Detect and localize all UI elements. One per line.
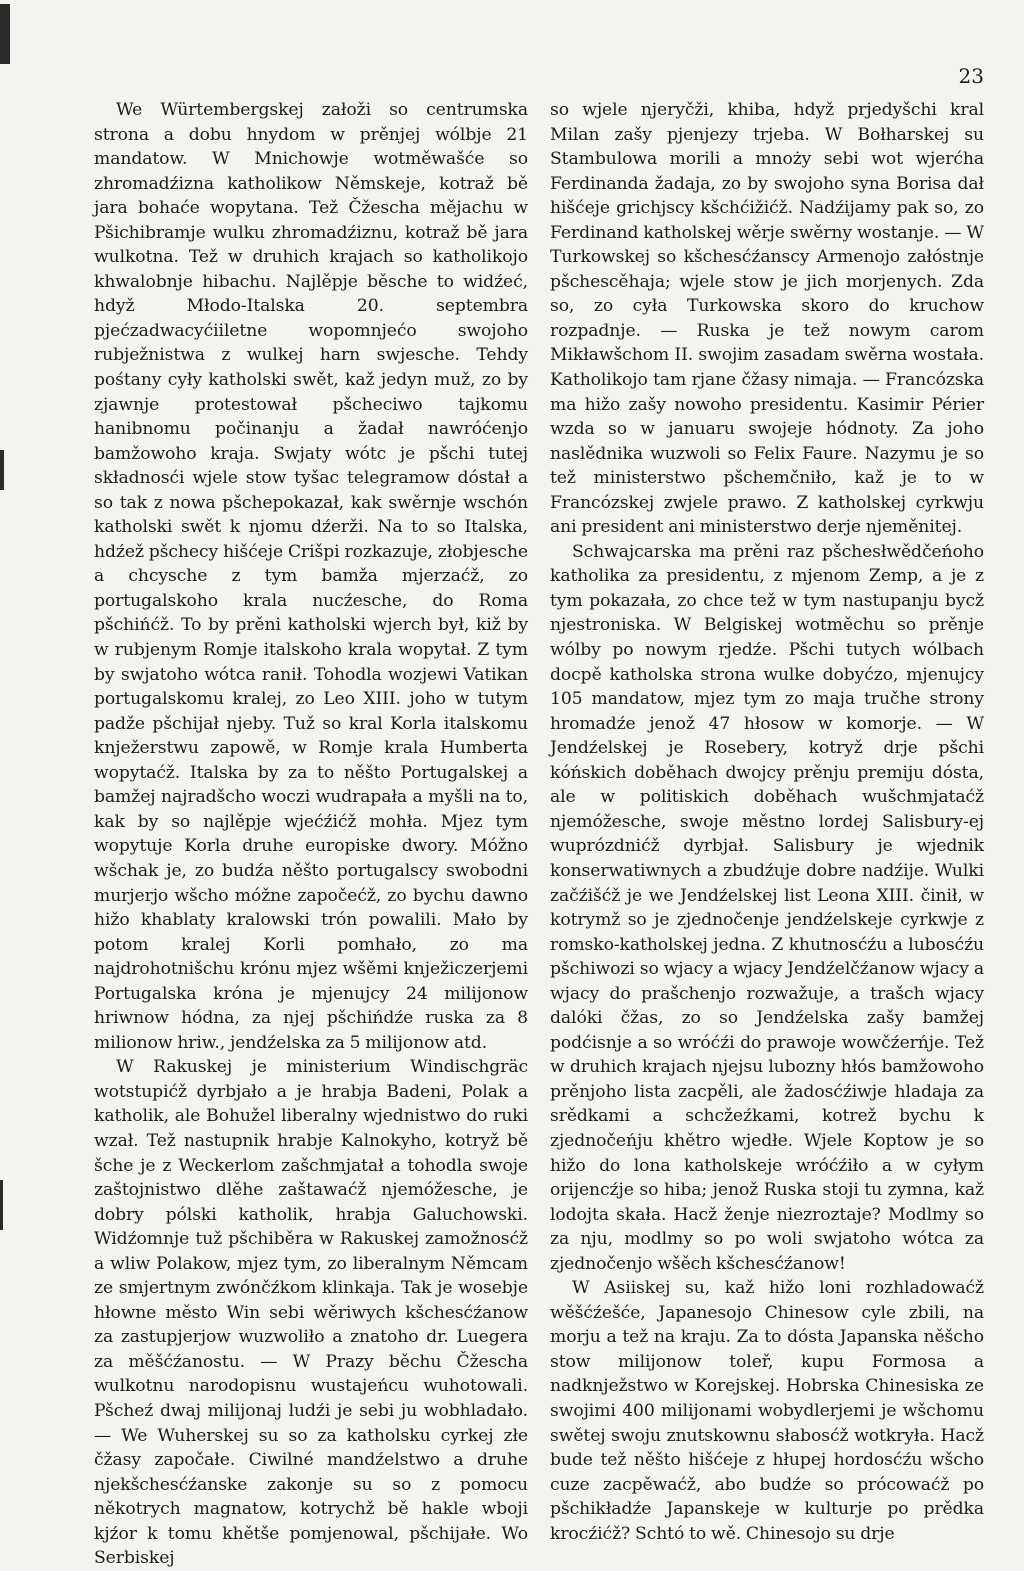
left-column <box>94 98 528 1569</box>
page-number: 23 <box>958 64 984 88</box>
paragraph: We Würtembergskej załoži so centrumska strona a dobu hnydom w prěnjej wólbje 21 mandatow. W Mnichowje wotměwašće so zhromadźizna katholikow Němskeje, kotraž bě jara bohaće wopytana. Tež Čžescha mějachu w Pšichibramje wulku zhromadźiznu, kotraž bě jara wulkotna. Tež w druhich krajach so katholikojo khwalobnje hibachu. Najlěpje běsche to widźeć, hdyž Młodo-Italska 20. septembra pjećzadwacyćiiletne wopomnjećo swojoho rubježnistwa z wulkej harn swjesche. Tehdy pośtany cyły katholski swět, kaž jedyn muž, zo by zjawnje protestował pšcheciwo tajkomu hanibnomu počinanju a žadał nawróćenjo bamžowoho kraja. Swjaty wótc je pšchi tutej składnosći wjele stow tyšac telegramow dóstał a so tak z nowa pšchepokazał, kak swěrnje wschón katholski swět k njomu dźerži. Na to so Italska, hdźež pšchecy hišćeje Crišpi rozkazuje, złobjesche a chcysche z tym bamža mjerzaćž, zo portugalskoho krala nucźesche, do Roma pšchińćž. To by prěni katholski wjerch był, kiž by w rubjenym Romje italskoho krala wopytał. Z tym by swjatoho wótca ranił. Tohodla wozjewi Vatikan portugalskomu kralej, zo Leo XIII. joho w tutym padže pšchijał njeby. Tuž so kral Korla italskomu knježerstwu zapowě, w Romje krala Humberta wopytaćž. Italska by za to něšto Portugalskej a bamžej najradšcho woczi wudrapała a myšli na to, kak by so najlěpje wjećźićž mohła. Mjez tym wopytuje Korla druhe europiske dwory. Móžno wšchak je, zo budźa něšto portugalscy swobodni murjerjo wšcho móžne započećž, zo bychu dawno hižo khablaty kralowski trón powalili. Mało by potom kralej Korli pomhało, zo ma najdrohotnišchu krónu mjez wšěmi knježiczerjemi Portugalska króna je mjenujcy 24 milijonow hriwnow hódna, za njej pšchińdźe ruska za 8 milionow hriw., jendźelska za 5 milijonow atd. <box>94 100 528 1053</box>
paragraph: W Asiiskej su, kaž hižo loni rozhladowaćž wěšćźešće, Japanesojo Chinesow cyle zbili, na morju a tež na kraju. Za to dósta Japanska něšcho stow milijonow toleř, kupu Formosa a nadknježstwo w Korejskej. Hobrska Chinesiska ze swojimi 400 milijonami wobydlerjemi je wšchomu swětej swoju znutskownu słabosćž wotkryła. Hacž bude tež něšto hišćeje z hłupej hordosćźu wšcho cuze zacpěwaćž, abo budźe so prócowaćž po pšchikładźe Japanskeje w kulturje po prědka krocźićž? Schtó to wě. Chinesojo su drje <box>550 1278 984 1544</box>
paragraph: so wjele njeryčži, khiba, hdyž prjedyšchi kral Milan zašy pjenjezy trjeba. W Bołharskej su Stambulowa morili a mnoży sebi wot wjerćha Ferdinanda žadaja, zo by swojoho syna Borisa dał hišćeje grichjscy kšchćižićž. Nadźijamy pak so, zo Ferdinand katholskej wěrje swěrny wostanje. — W Turkowskej so kšchesćźanscy Armenojo załóstnje pšchescěhaja; wjele stow je jich morjenych. Zda so, zo cyła Turkowska skoro do kruchow rozpadnje. — Ruska je tež nowym carom Mikławšchom II. swojim zasadam swěrna wostała. Katholikojo tam rjane čžasy nimaja. — Francózska ma hižo zašy nowoho presidentu. Kasimir Périer wzda so w januaru swojeje hódnoty. Za joho naslědnika wuzwoli so Felix Faure. Nazymu je so tež ministerstwo pšchemčniło, kaž je to w Francózskej zwjele prawo. Z katholskej cyrkwju ani president ani ministerstwo derje njeměnitej. <box>550 100 984 538</box>
text-columns <box>94 98 984 1569</box>
paragraph: Schwajcarska ma prěni raz pšchesłwědčeńoho katholika za presidentu, z mjenom Zemp, a je z tym pokazała, zo chce tež w tym nastupanju bycž njestroniska. W Belgiskej wotměchu so prěnje wólby po nowym rjedźe. Pšchi tutych wólbach docpě katholska strona wulke dobyćzo, mjenujcy 105 mandatow, mjez tym zo maja tručhe strony hromadźe jenož 47 hłosow w komorje. — W Jendźelskej je Rosebery, kotryž drje pšchi kóńskich doběhach dwojcy prěnju premiju dósta, ale w politiskich doběhach wušchmjataćž njemóžesche, swoje městno lordej Salisbury-ej wuprózdnićž dyrbjał. Salisbury je wjednik konserwatiwnych a zbudźuje dobre nadźije. Wulki začźišćž je we Jendźelskej list Leona XIII. činił, w kotrymž so je zjednočenje jendźelskeje cyrkwje z romsko-katholskej jedna. Z khutnosćźu a lubosćźu pšchiwozi so wjacy a wjacy Jendźelčźanow wjacy a wjacy do prašchenjo rozwažuje, a trašch wjacy dalóki čžas, zo so Jendźelska zašy bamžej podćisnje a so wróćźi do prawoje wowčźerńje. Tež w druhich krajach njejsu lubozny hłós bamžowoho prěnjoho lista zacpěli, ale žadosćźiwje hladaja za srědkami a schcžeźkami, kotrež bychu k zjednočeńju khětro wjedłe. Wjele Koptow je so hižo do lona katholskeje wróćźiło a w cyłym orijencźje so hiba; jenož Ruska stoji tu zymna, kaž lodojta skała. Hacž ženje niezroztaje? Modlmy so za nju, modlmy so po woli swjatoho wótca za zjednočenjo wšěch kšchesćźanow! <box>550 541 984 1274</box>
scan-edge-mark <box>0 4 10 64</box>
right-column <box>550 98 984 1544</box>
scan-edge-mark <box>0 1180 3 1230</box>
scan-edge-mark <box>0 450 4 490</box>
paragraph: W Rakuskej je ministerium Windischgräc wotstupićž dyrbjało a je hrabja Badeni, Polak a katholik, ale Bohužel liberalny wjednistwo do ruki wzał. Tež nastupnik hrabje Kalnokyho, kotryž bě šche je z Weckerlom zašchmjatał a tohodla swoje zaštojnistwo dlěhe zaštawaćž njemóžesche, je dobry pólski katholik, hrabja Galuchowski. Widźomnje tuž pšchiběra w Rakuskej zamožnosćž a wliw Polakow, mjez tym, zo liberalnym Němcam ze smjertnym zwónčźkom klinkaja. Tak je wosebje hłowne město Win sebi wěriwych kšchesćźanow za zastupjerjow wuzwoliło a znatoho dr. Luegera za měšćźanostu. — W Prazy běchu Čžescha wulkotnu narodopisnu wustajeńcu wuhotowali. Pšcheź dwaj milijonaj ludźi je sebi ju wobhladało. — We Wuherskej su so za katholsku cyrkej złe čžasy započałe. Ciwilné mandźelstwo a druhe njekšchesćźanske zakonje su so z pomocu někotrych magnatow, kotrychž bě hakle wboji kjźor k tomu khětše pomjenowal, pšchijałe. Wo Serbiskej <box>94 1057 528 1569</box>
